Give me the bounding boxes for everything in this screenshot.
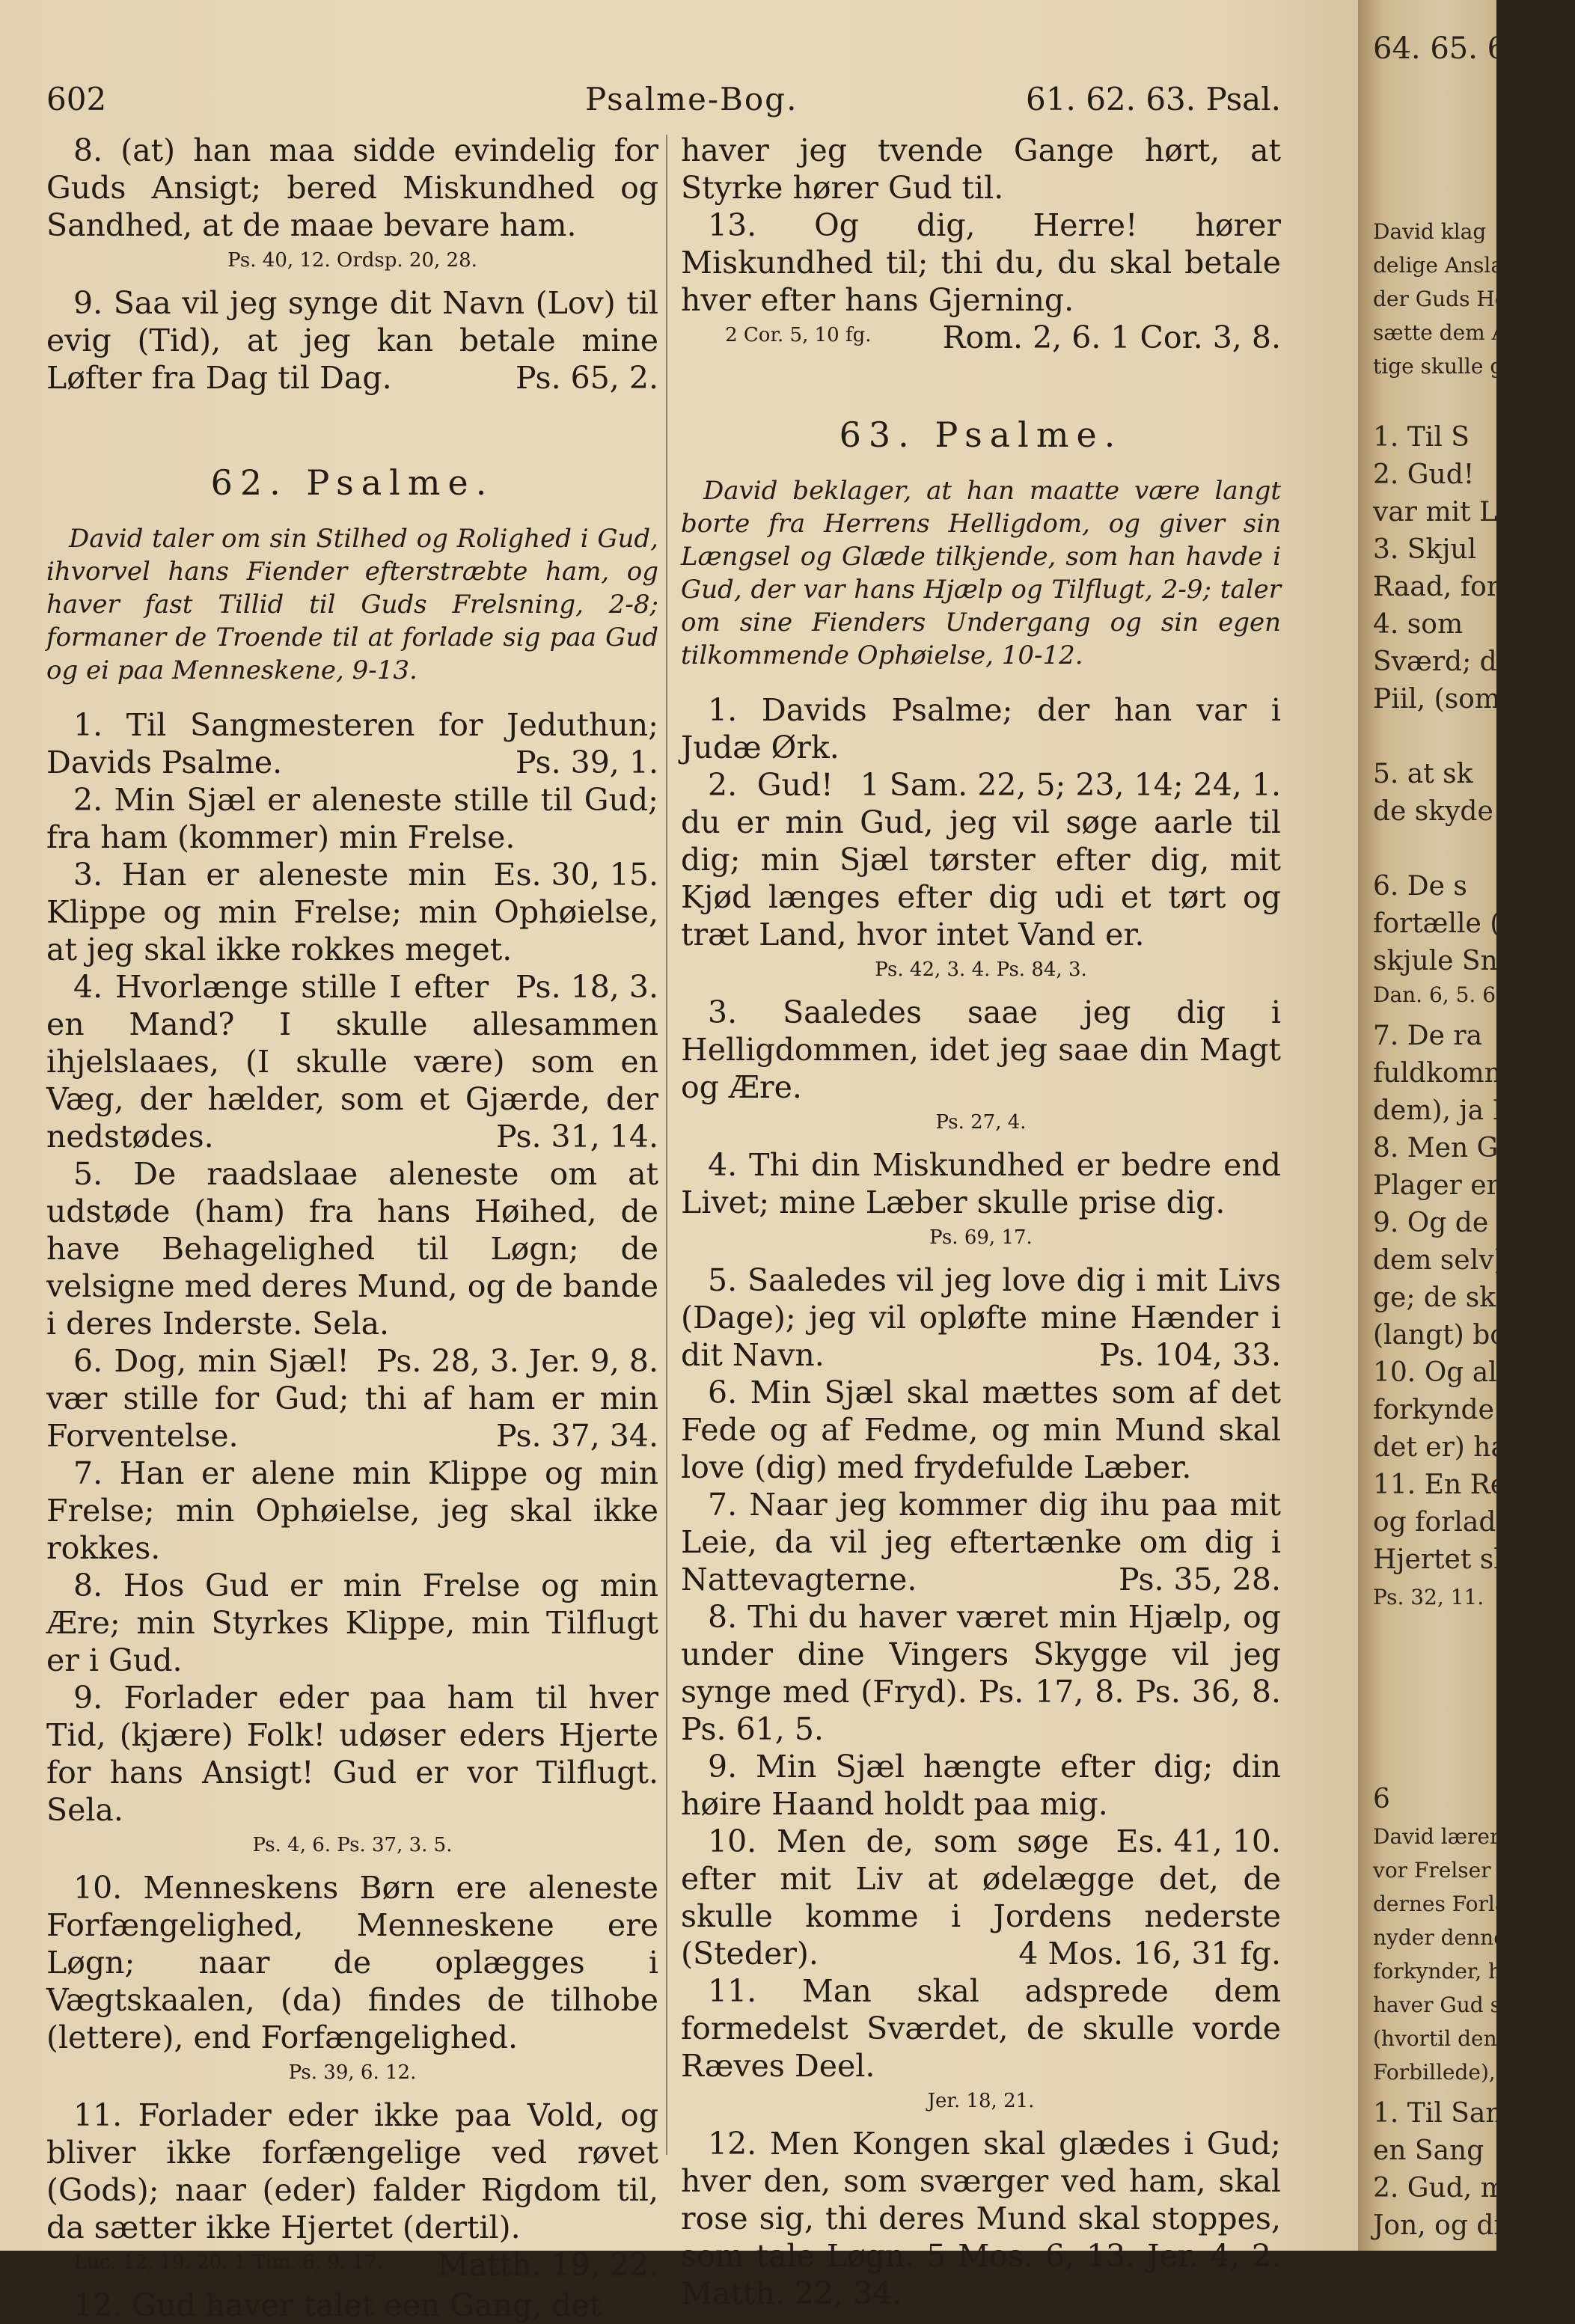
adjacent-page-text: 10. Og alle	[1373, 1357, 1522, 1388]
cross-reference: Ps. 39, 6. 12.	[288, 2061, 417, 2084]
adjacent-page-text: Piil, (som	[1373, 684, 1500, 715]
adjacent-page-text: 3. Skjul	[1373, 534, 1477, 565]
psalm-62-summary: David taler om sin Stilhed og Rolighed i Gud, ihvorvel hans Fiender efterstræbte ham, og haver fast Tillid til Guds Frelsning, 2-8; formaner de Troende til at forlade sig paa Gud og ei paa Menneskene, 9-13.	[46, 524, 658, 685]
adjacent-page-text: 1. Til Sang	[1373, 2098, 1520, 2129]
verse-63-1: 1. Davids Psalme; der han var i Judæ Ørk. 1 Sam. 22, 5; 23, 14; 24, 1.	[681, 692, 1281, 803]
cross-reference: 1 Sam. 22, 5; 23, 14; 24, 1.	[860, 767, 1281, 803]
verse-62-5: 5. De raadslaae aleneste om at udstøde (ham) fra hans Høihed, de have Behagelighed til Løgn; de velsigne med deres Mund, og de bande i deres Inderste. Sela. Ps. 28, 3. Jer. 9, 8.	[46, 1156, 658, 1379]
adjacent-page-text: 2. Gud!	[1373, 459, 1475, 490]
adjacent-page-text: David klag	[1373, 219, 1487, 244]
verse-63-5: 5. Saaledes vil jeg love dig i mit Livs (Dage); jeg vil opløfte mine Hænder i dit Navn. Ps. 104, 33.	[681, 1262, 1281, 1373]
verse-62-12: 12. Gud haver talet een Gang, det	[73, 2287, 602, 2323]
adjacent-page-text: Raad, for de	[1373, 572, 1541, 602]
adjacent-page-text: ge; de skulle,	[1373, 1282, 1555, 1313]
verse-62-9: 9. Forlader eder paa ham til hver Tid, (kjære) Folk! udøser eders Hjerte for hans Ansigt! Gud er vor Tilflugt. Sela.	[46, 1680, 658, 1828]
verse-61-9: 9. Saa vil jeg synge dit Navn (Lov) til evig (Tid), at jeg kan betale mine Løfter fra Dag til Dag. Ps. 65, 2.	[46, 285, 658, 396]
verse-62-7: 7. Han er alene min Klippe og min Frelse; min Ophøielse, jeg skal ikke rokkes.	[46, 1455, 658, 1566]
adjacent-page-text: vor Frelser alene,	[1373, 1858, 1562, 1883]
adjacent-page-text: skjule Snare	[1373, 946, 1543, 976]
verse-63-2: 2. Gud! du er min Gud, jeg vil søge aarle til dig; min Sjæl tørster efter dig, mit Kjød længes efter dig udi et tørt og træt Land, hvor intet Vand er.	[681, 767, 1281, 952]
cross-reference: Ps. 17, 8. Ps. 36, 8. Ps. 61, 5.	[681, 1674, 1281, 1747]
cross-reference: Matth. 19, 22.	[437, 2247, 658, 2283]
cross-reference: Ps. 40, 12. Ordsp. 20, 28.	[227, 249, 477, 272]
cross-reference: Ps. 35, 28.	[1118, 1562, 1281, 1597]
cross-reference: Ps. 31, 14.	[495, 1119, 658, 1155]
cross-reference: 4 Mos. 16, 31 fg.	[1018, 1936, 1281, 1972]
adjacent-page-text: 2. Gud, ma	[1373, 2173, 1523, 2204]
adjacent-page-text: dem), ja Enhv	[1373, 1095, 1562, 1126]
cross-reference: Ps. 42, 3. 4. Ps. 84, 3.	[875, 958, 1087, 981]
adjacent-page-text: tige skulle glæ	[1373, 354, 1530, 379]
cross-reference: Ps. 4, 6. Ps. 37, 3. 5.	[252, 1834, 453, 1856]
right-column	[681, 132, 1281, 2312]
psalm-63-summary: David beklager, at han maatte være langt borte fra Herrens Helligdom, og giver sin Længsel og Glæde tilkjende, som han havde i Gud, der var hans Hjælp og Tilflugt, 2-9; taler om sine Fienders Undergang og sin egen tilkommende Ophøielse, 10-12.	[681, 476, 1281, 670]
verse-63-4: 4. Thi din Miskundhed er bedre end Livet; mine Læber skulle prise dig.	[681, 1147, 1281, 1220]
adjacent-page-text: fuldkomme de	[1373, 1058, 1568, 1089]
adjacent-page-text: en Sang	[1373, 2135, 1484, 2166]
verse-62-12-continued: haver jeg tvende Gange hørt, at Styrke hører Gud til.	[681, 132, 1281, 206]
cross-reference: Ps. 27, 4.	[935, 1111, 1027, 1134]
adjacent-page-text: de skyde ha	[1373, 796, 1535, 827]
verse-62-4: 4. Hvorlænge stille I efter en Mand? I skulle allesammen ihjelslaaes, (I skulle være) som en Væg, der hælder, som et Gjærde, der nedstødes. Ps. 31, 14.	[46, 969, 658, 1155]
verse-62-11: 11. Forlader eder ikke paa Vold, og bliver ikke forfængelige ved røvet (Gods); naar (eder) falder Rigdom til, da sætter ikke Hjertet (dertil). Matth. 19, 22.	[46, 2097, 658, 2283]
cross-reference: Ps. 37, 34.	[495, 1418, 658, 1454]
cross-reference: 5 Mos. 6, 13. Jer. 4, 2. Matth. 22, 34.	[681, 2238, 1281, 2311]
verse-63-12: 12. Men Kongen skal glædes i Gud; hver den, som sværger ved ham, skal rose sig, thi deres Mund skal stoppes, som tale Løgn. 5 Mos. 6, 13. Jer. 4, 2. Matth. 22, 34.	[681, 2126, 1281, 2311]
adjacent-page-text: 1. Til S	[1373, 422, 1470, 453]
verse-62-2: 2. Min Sjæl er aleneste stille til Gud; fra ham (kommer) min Frelse. Es. 30, 15.	[46, 782, 658, 893]
adjacent-page-text: nyder denne store	[1373, 1925, 1568, 1950]
cross-reference: Rom. 2, 6. 1 Cor. 3, 8.	[942, 319, 1281, 355]
running-header: 61. 62. 63. Psal.	[1026, 81, 1281, 117]
adjacent-page-text: Sværd; de	[1373, 646, 1514, 677]
verse-62-13: 13. Og dig, Herre! hører Miskundhed til; thi du, du skal betale hver efter hans Gjerning. Rom. 2, 6. 1 Cor. 3, 8.	[681, 207, 1281, 355]
verse-63-3: 3. Saaledes saae jeg dig i Helligdommen, idet jeg saae din Magt og Ære.	[681, 994, 1281, 1105]
adjacent-page-text: 6	[1373, 1784, 1390, 1814]
cross-reference: Ps. 104, 33.	[1098, 1337, 1281, 1373]
adjacent-page-text: Forbillede), 10	[1373, 2060, 1529, 2085]
adjacent-page-text: 6. De s	[1373, 871, 1467, 902]
cross-reference: 2 Cor. 5, 10 fg.	[725, 324, 872, 346]
adjacent-page-text: og forlade sig	[1373, 1507, 1561, 1538]
page-header	[46, 81, 1281, 126]
psalm-62-title: 62. Psalme.	[210, 462, 495, 503]
adjacent-page-text: sætte dem An	[1373, 320, 1520, 345]
cross-reference: Es. 30, 15.	[493, 857, 658, 893]
adjacent-page-text: 4. som	[1373, 609, 1464, 640]
cross-reference: Jer. 18, 21.	[927, 2090, 1035, 2112]
adjacent-page-text: 7. De ra	[1373, 1021, 1483, 1051]
cross-reference: Luc. 12, 19. 20. 1 Tim. 6, 9. 17.	[73, 2251, 383, 2274]
adjacent-page-text: Ps. 32, 11.	[1373, 1585, 1484, 1609]
verse-63-11: 11. Man skal adsprede dem formedelst Sværdet, de skulle vorde Ræves Deel.	[681, 1973, 1281, 2084]
verse-63-7: 7. Naar jeg kommer dig ihu paa mit Leie, da vil jeg eftertænke om dig i Nattevagterne. Ps. 35, 28.	[681, 1487, 1281, 1597]
cross-reference: Ps. 65, 2.	[516, 360, 658, 396]
book-title: Psalme-Bog.	[585, 81, 798, 117]
adjacent-page-text: (hvortil den lege	[1373, 2026, 1549, 2051]
verse-62-1: 1. Til Sangmesteren for Jeduthun; Davids Psalme. Ps. 39, 1.	[46, 707, 658, 780]
adjacent-page-text: var mit Liv	[1373, 497, 1521, 528]
adjacent-page-text: det er) hans G	[1373, 1432, 1568, 1463]
adjacent-page-text: 5. at sk	[1373, 759, 1473, 789]
adjacent-page-text: Hjertet skulle	[1373, 1544, 1561, 1575]
adjacent-page-text: Dan. 6, 5. 6	[1373, 982, 1496, 1007]
verse-62-6: 6. Dog, min Sjæl! vær stille for Gud; thi af ham er min Forventelse. Ps. 37, 34.	[46, 1343, 658, 1454]
adjacent-page-text: dem selv) skal	[1373, 1245, 1568, 1276]
adjacent-page-text: Plager ere en	[1373, 1170, 1557, 1201]
adjacent-page-text: 64. 65. 66. P	[1373, 31, 1565, 66]
adjacent-page-text: 9. Og de	[1373, 1208, 1489, 1238]
adjacent-page-edge	[1358, 0, 1575, 2251]
verse-63-9: 9. Min Sjæl hængte efter dig; din høire Haand holdt paa mig. Es. 41, 10.	[681, 1749, 1281, 1859]
adjacent-page-text: forkynde Gude	[1373, 1395, 1575, 1425]
adjacent-page-text: 11. En Ret	[1373, 1470, 1517, 1500]
adjacent-page-text: der Guds Her	[1373, 287, 1517, 311]
verse-63-8: 8. Thi du haver været min Hjælp, og under dine Vingers Skygge vil jeg synge med (Fryd). Ps. 17, 8. Ps. 36, 8. Ps. 61, 5.	[681, 1599, 1281, 1747]
adjacent-page-text: David lærer,	[1373, 1824, 1505, 1849]
adjacent-page-text: delige Anslag	[1373, 253, 1517, 278]
cross-reference: Ps. 18, 3.	[516, 969, 658, 1005]
verse-63-6: 6. Min Sjæl skal mættes som af det Fede og af Fedme, og min Mund skal love (dig) med frydefulde Læber.	[681, 1374, 1281, 1485]
adjacent-page-text: Jon, og dig ska	[1373, 2210, 1575, 2241]
adjacent-page-text: forkynder, hvilken	[1373, 1959, 1566, 1984]
cross-reference: Es. 41, 10.	[1116, 1823, 1281, 1859]
verse-61-8: 8. (at) han maa sidde evindelig for Guds Ansigt; bered Miskundhed og Sandhed, at de maae bevare ham.	[46, 132, 658, 243]
page-number: 602	[46, 81, 107, 117]
cross-reference: Ps. 69, 17.	[929, 1226, 1033, 1249]
verse-62-3: 3. Han er aleneste min Klippe og min Frelse; min Ophøielse, at jeg skal ikke rokkes meget. Ps. 18, 3.	[46, 857, 658, 1005]
verse-62-8: 8. Hos Gud er min Frelse og min Ære; min Styrkes Klippe, min Tilflugt er i Gud.	[46, 1568, 658, 1678]
cross-reference: Ps. 28, 3. Jer. 9, 8.	[376, 1343, 658, 1379]
adjacent-page-text: dernes Forladelse	[1373, 1892, 1563, 1916]
left-column	[46, 132, 658, 2324]
verse-62-10: 10. Menneskens Børn ere aleneste Forfængelighed, Menneskene ere Løgn; naar de oplægges i Vægtskaalen, (da) findes de tilhobe (lettere), end Forfængelighed.	[46, 1870, 658, 2055]
psalm-63-title: 63. Psalme.	[839, 415, 1123, 455]
adjacent-page-text: haver Gud skal gi	[1373, 1993, 1560, 2017]
adjacent-page-text: 8. Men G	[1373, 1133, 1499, 1163]
cross-reference: Ps. 39, 1.	[516, 744, 658, 780]
adjacent-page-text: (langt) bort.	[1373, 1320, 1539, 1351]
adjacent-page-text: fortælle (hv	[1373, 908, 1533, 939]
column-divider	[666, 135, 667, 2155]
verse-63-10: 10. Men de, som søge efter mit Liv at ødelægge det, de skulle komme i Jordens nederste (Steder). 4 Mos. 16, 31 fg.	[681, 1823, 1281, 1972]
